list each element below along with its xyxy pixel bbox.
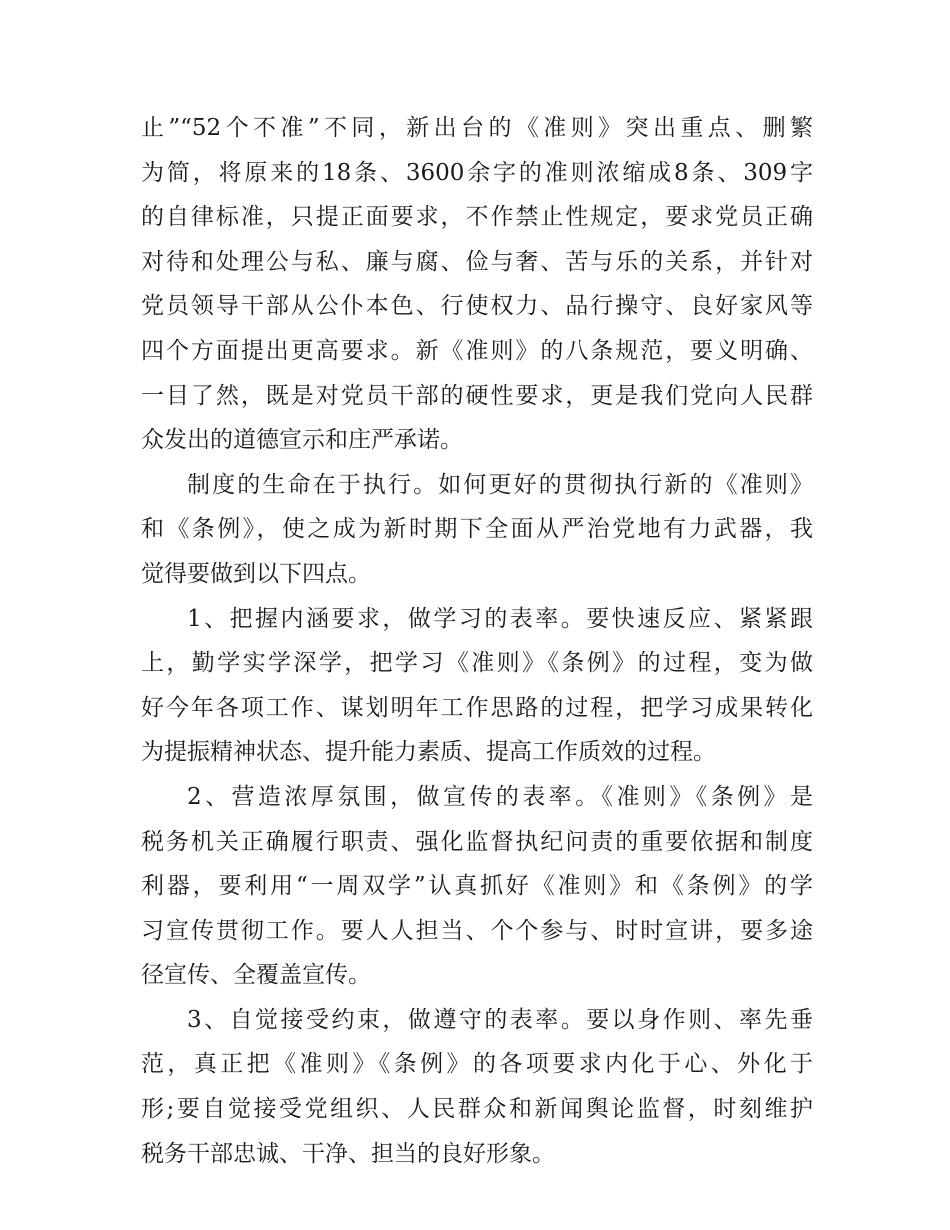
text-line: 党员领导干部从公仆本色、行使权力、品行操守、良好家风等 (141, 293, 813, 320)
text-line: 四个方面提出更高要求。新《准则》的八条规范，要义明确、 (141, 337, 813, 364)
text-line: 税务干部忠诚、干净、担当的良好形象。 (141, 1140, 555, 1167)
text-line: 觉得要做到以下四点。 (141, 560, 371, 587)
paragraph-1 (141, 106, 813, 463)
text-line: 2、营造浓厚氛围，做宣传的表率。《准则》《条例》是 (187, 783, 813, 810)
text-line: 对待和处理公与私、廉与腐、俭与奢、苦与乐的关系，并针对 (141, 248, 813, 275)
paragraph-3 (141, 597, 813, 775)
text-line: 形;要自觉接受党组织、人民群众和新闻舆论监督，时刻维护 (141, 1096, 813, 1123)
paragraph-5 (141, 998, 813, 1176)
text-line: 税务机关正确履行职责、强化监督执纪问责的重要依据和制度 (141, 828, 813, 855)
text-line: 范，真正把《准则》《条例》的各项要求内化于心、外化于 (141, 1051, 813, 1078)
text-line: 利器，要利用“一周双学”认真抓好《准则》和《条例》的学 (141, 873, 813, 900)
paragraph-4 (141, 775, 813, 998)
text-line: 径宣传、全覆盖宣传。 (141, 962, 371, 989)
text-line: 1、把握内涵要求，做学习的表率。要快速反应、紧紧跟 (187, 605, 813, 632)
paragraph-2 (141, 463, 813, 597)
document-page (141, 106, 813, 1176)
text-line: 的自律标准，只提正面要求，不作禁止性规定，要求党员正确 (141, 204, 813, 231)
text-line: 众发出的道德宣示和庄严承诺。 (141, 427, 463, 454)
text-line: 止”“52个不准”不同，新出台的《准则》突出重点、删繁 (141, 115, 813, 141)
text-line: 为提振精神状态、提升能力素质、提高工作质效的过程。 (141, 739, 716, 766)
text-line: 上，勤学实学深学，把学习《准则》《条例》的过程，变为做 (141, 650, 813, 677)
text-line: 习宣传贯彻工作。要人人担当、个个参与、时时宣讲，要多途 (141, 917, 813, 944)
text-line: 和《条例》，使之成为新时期下全面从严治党地有力武器，我 (141, 516, 813, 543)
text-line: 好今年各项工作、谋划明年工作思路的过程，把学习成果转化 (141, 694, 813, 721)
text-line: 为简，将原来的18条、3600余字的准则浓缩成8条、309字 (141, 159, 813, 186)
text-line: 一目了然，既是对党员干部的硬性要求，更是我们党向人民群 (141, 382, 813, 409)
text-line: 制度的生命在于执行。如何更好的贯彻执行新的《准则》 (187, 471, 813, 498)
text-line: 3、自觉接受约束，做遵守的表率。要以身作则、率先垂 (187, 1006, 813, 1033)
